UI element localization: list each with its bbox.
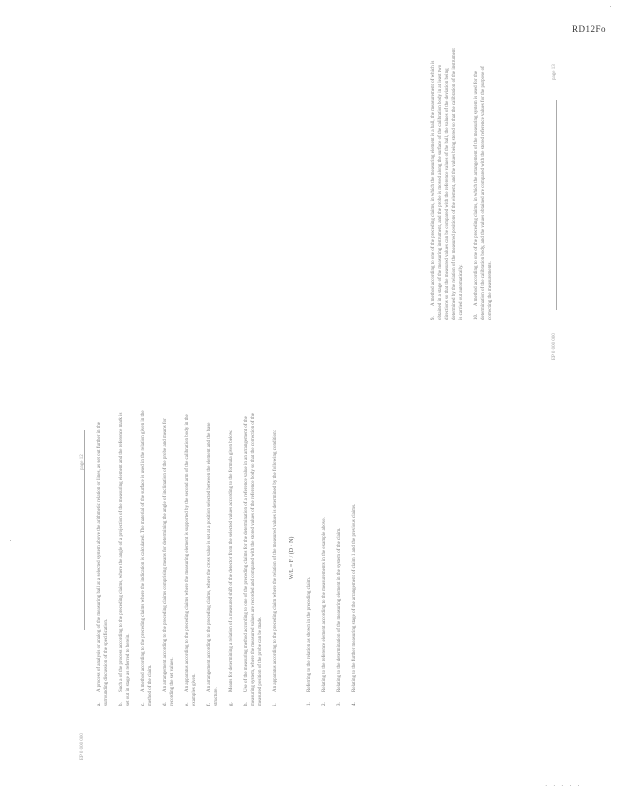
claim-paragraph	[162, 410, 176, 706]
scan-speck	[10, 540, 11, 541]
item-text: Means for determining a relation of a measured shift of the detector from the selected values according to the formula given below.	[229, 429, 234, 692]
left-footer-right: page 12	[80, 454, 85, 470]
claim-sub-item	[351, 410, 358, 706]
item-text: Relating to the reference element according to the measurements in the example above.	[322, 517, 327, 692]
item-text: An arrangement according to the preceding claims comprising means for determining the angle of inclination of the probe and means for recording the set values.	[163, 418, 175, 706]
item-text: An apparatus according to the preceding claim where the relation of the measured values is determined by the following condition:	[273, 430, 278, 692]
scan-dots: · · · · ·	[545, 782, 582, 790]
claim-sub-item	[321, 410, 328, 706]
claim-paragraph	[243, 410, 264, 706]
item-number: 4.	[352, 702, 357, 706]
item-number: f.	[207, 703, 212, 706]
item-number: 9.	[431, 316, 436, 320]
item-text: Referring to the relation as shown in the preceding claim.	[307, 577, 312, 692]
claim-paragraph	[430, 48, 465, 320]
claim-paragraph	[473, 48, 494, 320]
item-text: An apparatus according to the preceding claims where the measuring element is supported by the second arm of the calibration body in the examples given.	[185, 414, 197, 706]
claim-paragraph	[96, 410, 110, 706]
scan-speck	[610, 6, 611, 7]
item-number: i.	[273, 703, 278, 706]
claim-paragraph	[228, 410, 235, 706]
right-text-column	[430, 48, 502, 320]
claim-paragraph	[184, 410, 198, 706]
right-footer-rule	[556, 100, 557, 310]
item-number: a.	[97, 702, 102, 706]
item-number: e.	[185, 702, 190, 706]
claim-paragraph	[206, 410, 220, 706]
item-number: 2.	[322, 702, 327, 706]
claim-sub-item	[306, 410, 313, 706]
right-footer-left: EP 0 000 000	[552, 333, 557, 360]
item-number: 3.	[337, 702, 342, 706]
claim-paragraph	[272, 410, 279, 706]
item-text: A method according to one of the preceding claims, in which the arrangement of the measuring system is used for the determination of the calibration body, and the values obtained are compared with the stored reference values for the purpose of correcting the measurements.	[474, 66, 493, 320]
item-text: A process of analysis or analog of the measuring ball at a selected system above the arithmetic relation or lines, as set out further in the surrounding discussion of the specification.	[97, 422, 109, 706]
left-text-column	[96, 410, 366, 706]
item-number: g.	[229, 702, 234, 706]
equation: W/L = F / (D · N)	[289, 536, 295, 580]
item-text: Relating to the further measuring stage of the arrangement of claim 1 and the previous claims.	[352, 503, 357, 692]
item-number: d.	[163, 702, 168, 706]
item-number: c.	[141, 702, 146, 706]
item-number: b.	[119, 702, 124, 706]
item-text: Use of the measuring method according to one of the preceding claims for the determination of a reference value in an arrangement of the measuring system, where the measured values are recorded and compared with the stored values of the reference body so that the correction of the measured position of the probe can be made.	[244, 413, 263, 706]
document-id: RD12Fo	[571, 24, 606, 34]
claim-sub-item	[336, 410, 343, 706]
item-number: 1.	[307, 702, 312, 706]
item-text: A method according to one of the preceding claims, in which the measuring element is a ball, the measurement of which is obtained in a stage of the measuring instrument, and the probe is moved along the surface of the calibration body in at least two directions so that the measured values can be compared with the reference values of the ball, the values of the deviation being determined by the relation of the measured positions of the element, and the values being stored so that the calibration of the instrument is carried out automatically.	[431, 48, 464, 320]
item-text: An arrangement according to the preceding claims, where the cross value is set at a position selected between the element and the base structure.	[207, 422, 219, 706]
item-number: h.	[244, 702, 249, 706]
right-footer-right: page 13	[552, 64, 557, 80]
claim-paragraph	[140, 410, 154, 706]
item-text: Such a of the process according to the preceding claims, where the angle of a projection of the measuring element and the reference mark is set out in stage as referred to herein.	[119, 412, 131, 706]
claim-paragraph	[118, 410, 132, 706]
item-text: Relating to the determination of the measuring element in the system of the claim.	[337, 527, 342, 692]
left-footer-left: EP 0 000 000	[80, 733, 85, 760]
item-number: 10.	[474, 313, 479, 320]
item-text: A method according to the preceding claims where the indication is calculated. The material of the surface is used in the relation given in the method of the claim.	[141, 410, 153, 706]
